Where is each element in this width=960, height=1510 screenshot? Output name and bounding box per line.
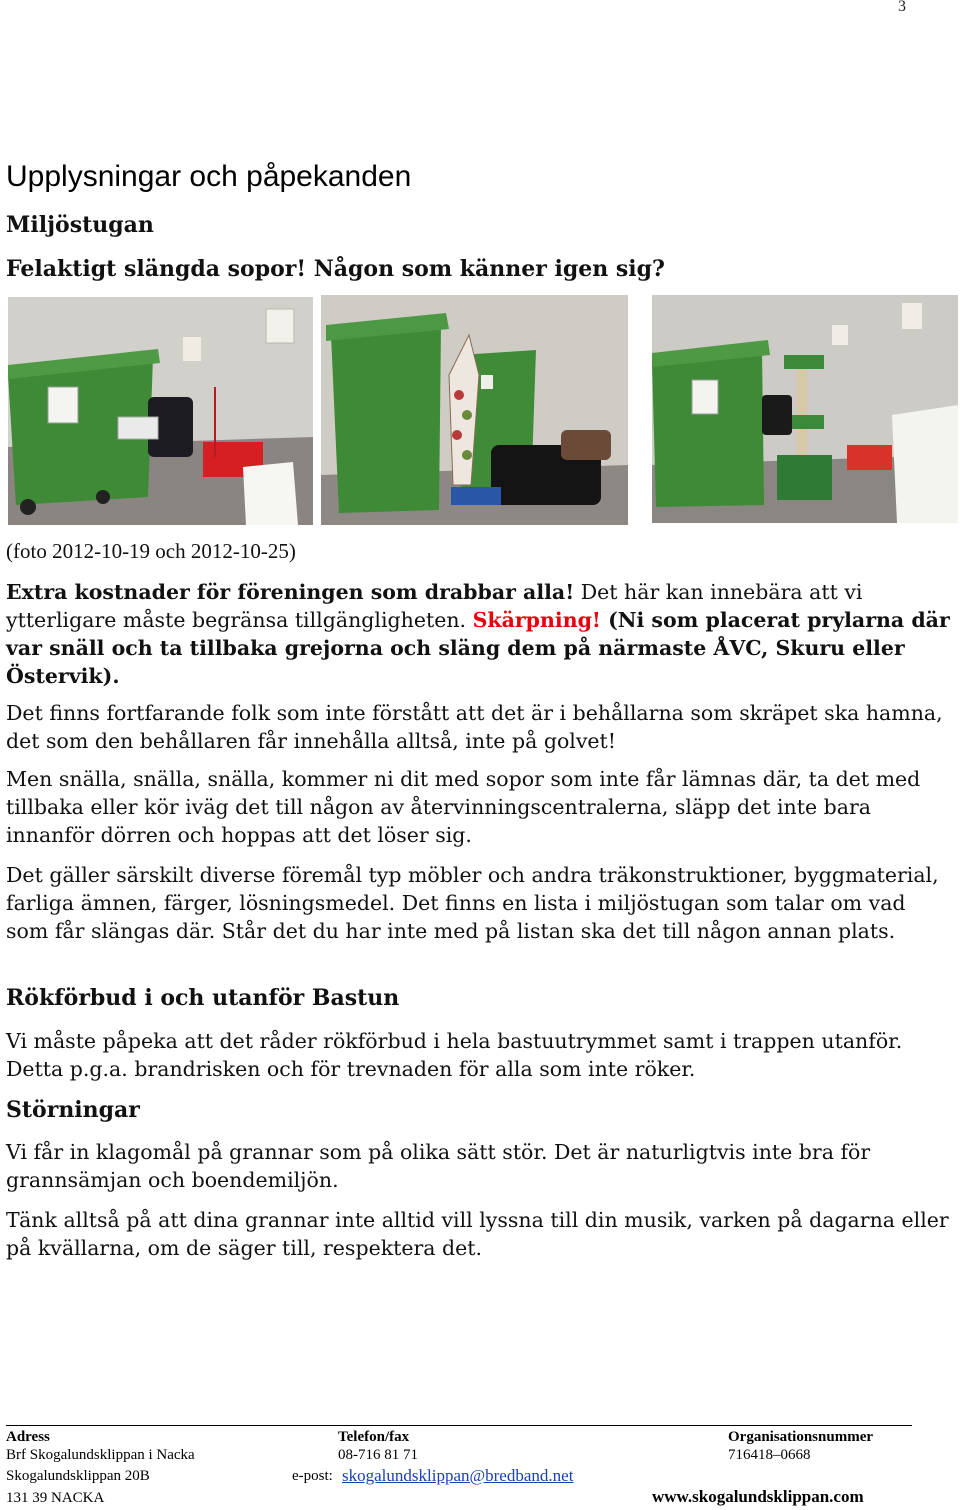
footer-org-label: Organisationsnummer bbox=[728, 1429, 874, 1445]
page-number: 3 bbox=[898, 0, 906, 15]
section-heading-smoking-ban: Rökförbud i och utanför Bastun bbox=[6, 985, 400, 1011]
footer-org-number: 716418–0668 bbox=[728, 1447, 811, 1463]
bold-text-extra-costs: Extra kostnader för föreningen som drabbar alla! bbox=[6, 580, 575, 604]
section-heading-disturbances: Störningar bbox=[6, 1097, 140, 1123]
bold-text-instructions: (Ni som placerat prylarna där var snäll och ta tillbaka grejorna och släng dem på närmaste ÅVC, Skuru eller Östervik). bbox=[6, 608, 950, 688]
paragraph-complaints: Vi får in klagomål på grannar som på olika sätt stör. Det är naturligtvis inte bra för grannsämjan och boendemiljön. bbox=[6, 1140, 871, 1192]
photo-caption: (foto 2012-10-19 och 2012-10-25) bbox=[6, 539, 296, 563]
footer-postal: 131 39 NACKA bbox=[6, 1490, 105, 1506]
footer-association-name: Brf Skogalundsklippan i Nacka bbox=[6, 1447, 195, 1463]
footer-street: Skogalundsklippan 20B bbox=[6, 1468, 150, 1484]
footer-email-link[interactable]: skogalundsklippan@bredband.net bbox=[342, 1466, 574, 1485]
page-title: Upplysningar och påpekanden bbox=[6, 160, 412, 193]
footer-email-label: e-post: bbox=[292, 1468, 333, 1484]
highlight-skarpning: Skärpning! bbox=[472, 608, 601, 632]
footer-phone: 08-716 81 71 bbox=[338, 1447, 418, 1463]
paragraph-music: Tänk alltså på att dina grannar inte alltid vill lyssna till din musik, varken på dagarna eller på kvällarna, om de säger till, respektera det. bbox=[6, 1208, 949, 1260]
section-heading-miljostugan: Miljöstugan bbox=[6, 212, 154, 238]
subheading-sopor: Felaktigt slängda sopor! Någon som känner igen sig? bbox=[6, 256, 665, 282]
paragraph-containers: Det finns fortfarande folk som inte förstått att det är i behållarna som skräpet ska hamna, det som den behållaren får innehålla alltså, inte på golvet! bbox=[6, 701, 943, 753]
paragraph-furniture: Det gäller särskilt diverse föremål typ möbler och andra träkonstruktioner, byggmaterial, farliga ämnen, färger, lösningsmedel. Det finns en lista i miljöstugan som talar om vad som får slängas där. Står det du har inte med på listan ska det till någon annan plats. bbox=[6, 863, 939, 943]
paragraph-smoking-ban: Vi måste påpeka att det råder rökförbud i hela bastuutrymmet samt i trappen utanför. Detta p.g.a. brandrisken och för trevnaden för alla som inte röker. bbox=[6, 1029, 903, 1081]
footer-divider bbox=[6, 1425, 912, 1426]
footer-phone-label: Telefon/fax bbox=[338, 1429, 410, 1445]
photo-garbage-room-1 bbox=[8, 297, 313, 525]
photo-garbage-room-3 bbox=[652, 295, 958, 523]
photo-garbage-room-2 bbox=[321, 295, 628, 525]
text-access-limit: Det här kan innebära att vi ytterligare måste begränsa tillgängligheten. bbox=[6, 580, 863, 632]
footer-website-link[interactable]: www.skogalundsklippan.com bbox=[652, 1487, 864, 1506]
paragraph-please: Men snälla, snälla, snälla, kommer ni dit med sopor som inte får lämnas där, ta det med tillbaka eller kör iväg det till någon av återvinningscentralerna, släpp det inte bara innanför dörren och hoppas att det löser sig. bbox=[6, 767, 921, 847]
paragraph-extra-costs bbox=[6, 578, 951, 690]
footer-address-label: Adress bbox=[6, 1429, 50, 1445]
